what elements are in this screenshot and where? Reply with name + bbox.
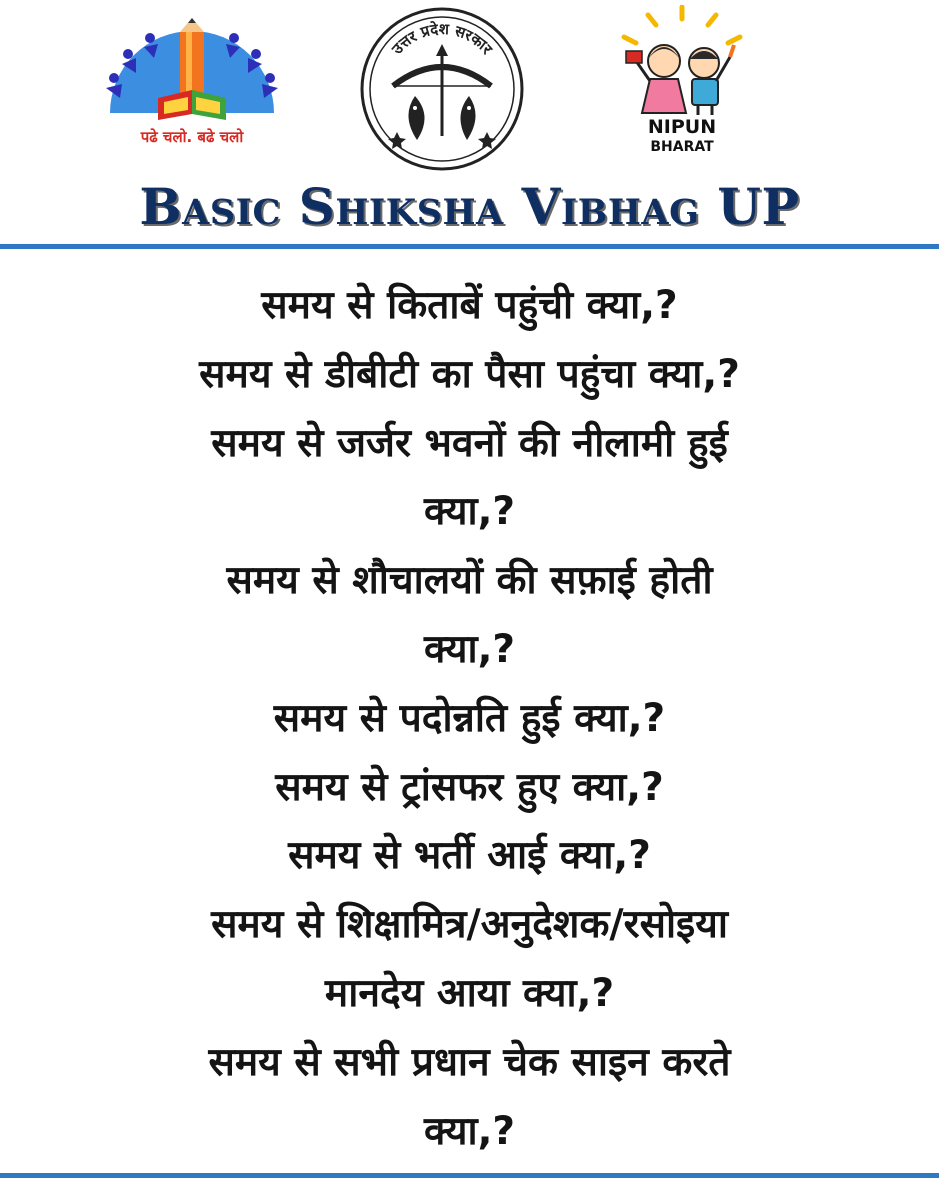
- seal-text: उत्तर प्रदेश सरकार: [388, 19, 496, 58]
- question-line: समय से जर्जर भवनों की नीलामी हुई: [211, 420, 728, 466]
- nipun-text: NIPUN: [647, 116, 717, 138]
- children-pencil-book-icon: [92, 18, 292, 158]
- seal-icon: [357, 4, 527, 174]
- question-line: समय से सभी प्रधान चेक साइन करते: [208, 1039, 731, 1085]
- question-line: क्या,?: [423, 489, 516, 535]
- nipun-bharat-children-icon: [612, 5, 752, 160]
- bharat-text: BHARAT: [650, 139, 714, 155]
- question-line: समय से शिक्षामित्र/अनुदेशक/रसोइया: [211, 902, 728, 948]
- question-line: समय से किताबें पहुंची क्या,?: [261, 283, 678, 328]
- question-line: समय से डीबीटी का पैसा पहुंचा क्या,?: [199, 351, 740, 397]
- bottom-divider: [0, 1173, 939, 1178]
- nipun-bharat-logo: [612, 5, 752, 160]
- question-line: समय से ट्रांसफर हुए क्या,?: [275, 764, 664, 810]
- top-divider: [0, 244, 939, 249]
- question-line: समय से पदोन्नति हुई क्या,?: [273, 695, 666, 741]
- question-line: मानदेय आया क्या,?: [324, 970, 615, 1016]
- question-list: [60, 272, 879, 1166]
- left-logo-tagline: पढे चलो. बढे चलो: [140, 128, 244, 146]
- children-pencil-book-logo: [92, 18, 292, 158]
- question-line: समय से भर्ती आई क्या,?: [288, 833, 651, 879]
- page-title: Basic Shiksha Vibhag UP: [139, 177, 800, 236]
- question-line: क्या,?: [423, 1108, 516, 1154]
- question-line: क्या,?: [423, 626, 516, 672]
- up-government-seal: [357, 4, 527, 174]
- question-line: समय से शौचालयों की सफ़ाई होती: [226, 558, 713, 604]
